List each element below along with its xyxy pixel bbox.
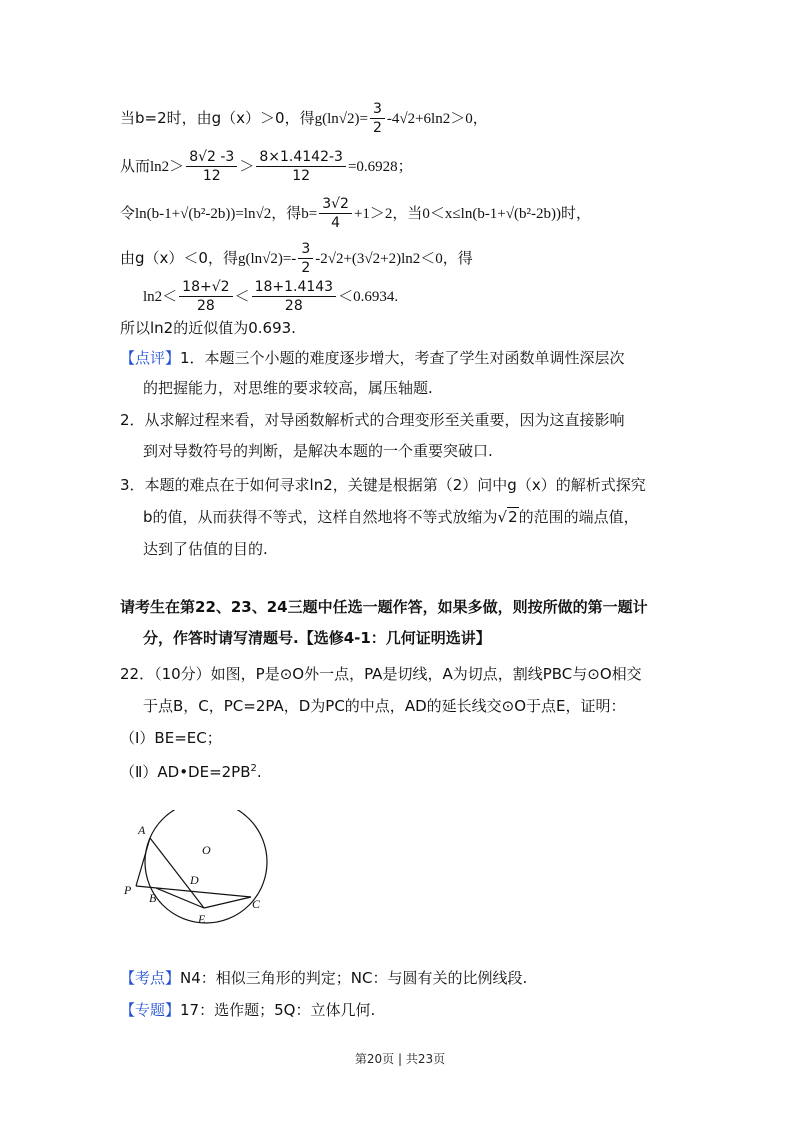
label-d: D — [190, 873, 199, 887]
math-expr: ln(b-1+√(b²-2b))=ln√2， — [135, 206, 287, 222]
sqrt-symbol: √2 — [497, 508, 518, 526]
label-a: A — [138, 823, 146, 837]
page-footer — [0, 1050, 800, 1067]
comment-tag: 【点评】 — [120, 349, 181, 367]
math-line-3: 令ln(b-1+√(b²-2b))=ln√2，得b= $\frac{3√2}{4}$ +1＞2，当0＜x≤ln(b-1+√(b²-2b))时， — [120, 196, 591, 231]
comment-line-1: 【点评】1．本题三个小题的难度逐步增大，考查了学生对函数单调性深层次 — [120, 349, 625, 367]
math-expr: ＜0.6934. — [338, 289, 399, 305]
math-expr: -4√2+6ln2＞0， — [386, 111, 488, 127]
zhuanti-tag: 【专题】 — [120, 1001, 181, 1019]
fraction: $\frac{8√2 -3}{12}$ — [186, 148, 237, 185]
fraction: $\frac{3}{2}$ — [370, 100, 385, 137]
comment-line-6: b的值，从而获得不等式，这样自然地将不等式放缩为√2的范围的端点值， — [143, 508, 639, 526]
text: 当b=2时，由g（x）＞0，得 — [120, 109, 315, 127]
comment-line-5: 3．本题的难点在于如何寻求ln2，关键是根据第（2）问中g（x）的解析式探究 — [120, 476, 646, 494]
math-line-5: ln2＜ $\frac{18+√2}{28}$ ＜ $\frac{18+1.4143}{28}$ ＜0.6934. — [143, 279, 399, 314]
text: 从而 — [120, 157, 151, 175]
fraction: $\frac{8\times 1.4142-3}{12}$ — [256, 148, 346, 185]
section-heading-2: 分，作答时请写清题号.【选修4-1：几何证明选讲】 — [143, 629, 491, 647]
section-heading-1: 请考生在第22、23、24三题中任选一题作答，如果多做，则按所做的第一题计 — [120, 598, 648, 616]
math-line-2: 从而ln2＞ $\frac{8√2 -3}{12}$ ＞ $\frac{8\times 1.4142-3}{12}$ =0.6928； — [120, 149, 413, 184]
math-line-1 — [120, 100, 488, 137]
math-expr: =0.6928； — [347, 159, 413, 175]
fraction: $\frac{18+1.4143}{28}$ — [252, 278, 337, 315]
page-total: 共23页 — [405, 1052, 446, 1066]
comment-line-4: 到对导数符号的判断，是解决本题的一个重要突破口. — [143, 442, 493, 460]
zhuanti-line: 【专题】17：选作题；5Q：立体几何. — [120, 1001, 376, 1019]
math-line-4: 由g（x）＜0，得g(ln√2)=- $\frac{3}{2}$ -2√2+(3√2+2)ln2＜0，得 — [120, 241, 473, 276]
math-expr: ln2＜ — [143, 289, 178, 305]
footer-separator: | — [397, 1052, 403, 1066]
conclusion: 所以ln2的近似值为0.693. — [120, 319, 296, 337]
label-c: C — [252, 897, 261, 911]
line-ec — [204, 897, 251, 908]
question-line-2: 于点B，C，PC=2PA，D为PC的中点，AD的延长线交⊙O于点E，证明： — [143, 697, 626, 715]
label-p: P — [124, 883, 132, 897]
question-part-ii: $(Ⅱ)AD•DE=2PB^2$. — [120, 763, 262, 781]
page-number: 第20页 — [354, 1052, 395, 1066]
text: 由g（x）＜0，得 — [120, 249, 238, 267]
geometry-figure — [118, 810, 280, 930]
question-part-i: （Ⅰ）BE=EC； — [120, 729, 222, 747]
comment-line-7: 达到了估值的目的. — [143, 540, 268, 558]
label-e: E — [198, 912, 206, 926]
comment-line-3: 2．从求解过程来看，对导函数解析式的合理变形至关重要，因为这直接影响 — [120, 411, 625, 429]
math-expr: g(ln√2)= — [314, 111, 368, 127]
circle-o — [145, 810, 267, 923]
math-expr: ln2＞ — [150, 159, 185, 175]
kaodian-tag: 【考点】 — [120, 969, 181, 987]
question-line-1: 22．（10分）如图，P是⊙O外一点，PA是切线，A为切点，割线PBC与⊙O相交 — [120, 665, 642, 683]
fraction: $\frac{3√2}{4}$ — [319, 195, 352, 232]
math-expr: -2√2+(3√2+2)ln2＜0， — [315, 251, 458, 267]
label-o: O — [202, 843, 211, 857]
label-b: B — [149, 891, 157, 905]
comment-line-2: 的把握能力，对思维的要求较高，属压轴题. — [143, 379, 433, 397]
math-expr: g(ln√2)=- — [237, 251, 297, 267]
math-expr: 0＜x≤ln(b-1+√(b²-2b)) — [422, 206, 561, 222]
fraction: $\frac{18+√2}{28}$ — [179, 278, 232, 315]
kaodian-line: 【考点】N4：相似三角形的判定；NC：与圆有关的比例线段. — [120, 969, 528, 987]
text: 令 — [120, 204, 136, 222]
fraction: $\frac{3}{2}$ — [298, 240, 313, 277]
